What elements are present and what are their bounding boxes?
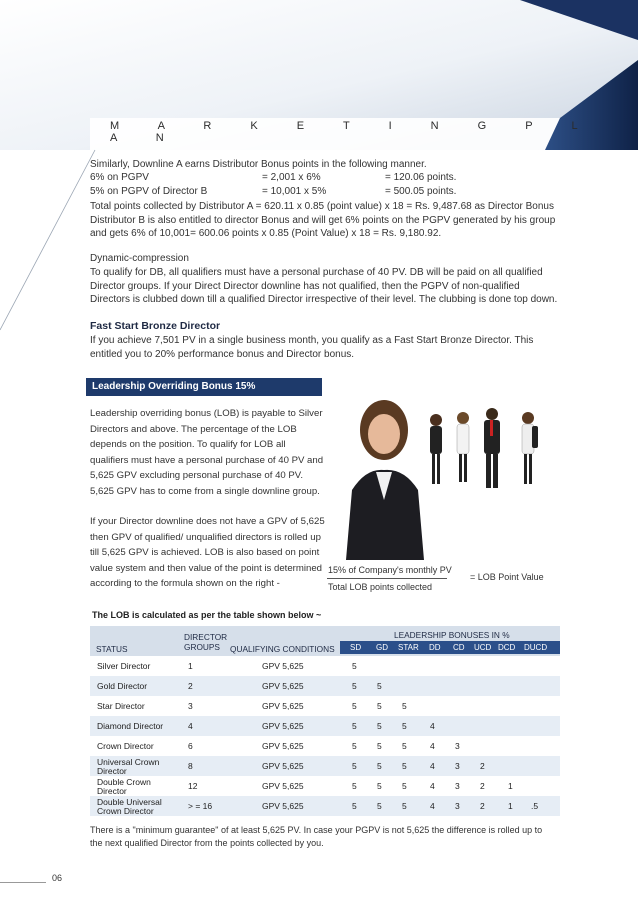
row-status: Crown Director — [97, 806, 154, 816]
table-row — [90, 736, 560, 756]
page-number-rule — [0, 882, 46, 883]
row-bonus: 4 — [430, 781, 435, 791]
row-bonus: 5 — [352, 741, 357, 751]
row-condition: GPV 5,625 — [262, 781, 304, 791]
row-groups: > = 16 — [188, 801, 213, 811]
row-groups: 8 — [188, 761, 193, 771]
table-caption: The LOB is calculated as per the table shown below ~ — [92, 610, 322, 620]
header-groups-line2: GROUPS — [184, 642, 220, 652]
bonus-col-ducd: DUCD — [524, 643, 548, 652]
footnote: There is a "minimum guarantee" of at least 5,625 PV. In case your PGPV is not 5,625 the difference is rolled up to the next qualified Director from the points collected by you. — [90, 825, 543, 848]
row-bonus: 2 — [480, 781, 485, 791]
row-bonus: 5 — [402, 761, 407, 771]
row-bonus: 5 — [352, 781, 357, 791]
table-row — [90, 756, 560, 776]
row-condition: GPV 5,625 — [262, 661, 304, 671]
bonus-col-star: STAR — [398, 643, 419, 652]
bonus-col-dcd: DCD — [498, 643, 516, 652]
row-condition: GPV 5,625 — [262, 701, 304, 711]
table-row — [90, 676, 560, 696]
total-points-paragraph: Total points collected by Distributor A = 620.11 x 0.85 (point value) x 18 = Rs. 9,487.68 as Director Bonus Distributor B is also entitled to director Bonus and will get 6% points on the PGPV generated by his group and gets 6% of 10,001= 600.06 points x 0.85 (Point Value) x 18 = Rs. 9,180.92. — [90, 201, 556, 239]
row-bonus: 1 — [508, 781, 513, 791]
table-row — [90, 796, 560, 816]
row-status: Universal Crown — [97, 757, 160, 767]
row-bonus: 1 — [508, 801, 513, 811]
row-groups: 6 — [188, 741, 193, 751]
row-bonus: 5 — [377, 741, 382, 751]
row-bonus: 5 — [352, 681, 357, 691]
row-bonus: 5 — [377, 721, 382, 731]
formula-result: = LOB Point Value — [470, 572, 544, 582]
formula-numerator: 15% of Company's monthly PV — [328, 565, 452, 575]
row-bonus: .5 — [531, 801, 539, 811]
row-bonus: 5 — [352, 721, 357, 731]
header-groups-line1: DIRECTOR — [184, 632, 228, 642]
calc-row-label: 6% on PGPV — [90, 172, 149, 183]
row-bonus: 3 — [455, 761, 460, 771]
table-row — [90, 696, 560, 716]
table-row — [90, 656, 560, 676]
bonus-col-ucd: UCD — [474, 643, 492, 652]
row-bonus: 5 — [402, 721, 407, 731]
bonus-col-cd: CD — [453, 643, 465, 652]
row-bonus: 5 — [377, 701, 382, 711]
table-row — [90, 776, 560, 796]
table-row — [90, 716, 560, 736]
row-bonus: 5 — [377, 801, 382, 811]
page-number: 06 — [52, 873, 63, 883]
row-bonus: 5 — [402, 741, 407, 751]
business-people-photo — [326, 380, 552, 560]
row-condition: GPV 5,625 — [262, 761, 304, 771]
lob-paragraph-1: Leadership overriding bonus (LOB) is payable to Silver Directors and above. The percentage of the LOB depends on the position. To qualify for LOB all qualifiers must have a personal purchase of 40 PV and 5,625 GPV excluding personal purchase of 40 PV. 5,625 GPV has to come from a single downline group. — [90, 408, 324, 497]
row-bonus: 3 — [455, 741, 460, 751]
row-bonus: 2 — [480, 801, 485, 811]
row-status: Crown Director — [97, 741, 154, 751]
row-bonus: 4 — [430, 741, 435, 751]
row-groups: 3 — [188, 701, 193, 711]
row-condition: GPV 5,625 — [262, 741, 304, 751]
row-status: Star Director — [97, 701, 145, 711]
row-bonus: 5 — [377, 781, 382, 791]
calc-row-formula: = 2,001 x 6% — [262, 172, 321, 183]
bonus-col-sd: SD — [350, 643, 362, 652]
row-bonus: 4 — [430, 721, 435, 731]
calc-row-result: = 120.06 points. — [385, 172, 457, 183]
row-status: Director — [97, 786, 127, 796]
row-groups: 4 — [188, 721, 193, 731]
header-bonuses: LEADERSHIP BONUSES IN % — [394, 630, 510, 640]
row-bonus: 3 — [455, 801, 460, 811]
row-bonus: 5 — [352, 761, 357, 771]
dynamic-compression-heading: Dynamic-compression — [90, 253, 189, 264]
row-groups: 12 — [188, 781, 198, 791]
header-status: STATUS — [96, 644, 128, 654]
row-bonus: 4 — [430, 761, 435, 771]
formula-denominator: Total LOB points collected — [328, 582, 433, 592]
row-groups: 2 — [188, 681, 193, 691]
calc-row-result: = 500.05 points. — [385, 186, 457, 197]
row-bonus: 5 — [402, 801, 407, 811]
row-status: Gold Director — [97, 681, 148, 691]
row-bonus: 2 — [480, 761, 485, 771]
row-condition: GPV 5,625 — [262, 721, 304, 731]
section-title: M A R K E T I N G P L A N — [110, 120, 596, 144]
header-conditions: QUALIFYING CONDITIONS — [230, 644, 335, 654]
bonus-col-dd: DD — [429, 643, 441, 652]
row-bonus: 5 — [352, 661, 357, 671]
dynamic-compression-text: To qualify for DB, all qualifiers must have a personal purchase of 40 PV. DB will be paid on all qualified Director groups. If your Direct Director downline has not qualified, then the PGPV of non-qualified Directors is clubbed down till a qualified Director irrespective of their level. The clubbing is done top down. — [90, 267, 558, 305]
row-bonus: 3 — [455, 781, 460, 791]
row-bonus: 5 — [402, 701, 407, 711]
formula-fraction-line — [327, 578, 447, 579]
row-bonus: 5 — [352, 801, 357, 811]
bonus-col-gd: GD — [376, 643, 388, 652]
lob-heading-bar — [86, 378, 322, 396]
row-status: Diamond Director — [97, 721, 164, 731]
fast-start-text: If you achieve 7,501 PV in a single business month, you qualify as a Fast Start Bronze Director. This entitled you to 20% performance bonus and Director bonus. — [90, 335, 534, 360]
row-status: Silver Director — [97, 661, 151, 671]
distributor-bonus-intro: Similarly, Downline A earns Distributor Bonus points in the following manner. — [90, 159, 427, 170]
row-bonus: 5 — [377, 681, 382, 691]
row-bonus: 5 — [352, 701, 357, 711]
lob-paragraph-2: If your Director downline does not have a GPV of 5,625 then GPV of qualified/ unqualified directors is rolled up till 5,625 GPV is achieved. LOB is also based on point value system and then value of the point is determined according to the formula shown on the right - — [90, 516, 325, 589]
table-header — [90, 626, 560, 656]
row-condition: GPV 5,625 — [262, 681, 304, 691]
calc-row-label: 5% on PGPV of Director B — [90, 186, 208, 197]
row-groups: 1 — [188, 661, 193, 671]
row-condition: GPV 5,625 — [262, 801, 304, 811]
row-status: Double Crown — [97, 777, 151, 787]
row-bonus: 5 — [377, 761, 382, 771]
row-bonus: 4 — [430, 801, 435, 811]
row-bonus: 5 — [402, 781, 407, 791]
row-status: Double Universal — [97, 797, 162, 807]
fast-start-heading: Fast Start Bronze Director — [90, 320, 221, 332]
lob-heading: Leadership Overriding Bonus 15% — [92, 381, 256, 392]
calc-row-formula: = 10,001 x 5% — [262, 186, 327, 197]
row-status: Director — [97, 766, 127, 776]
